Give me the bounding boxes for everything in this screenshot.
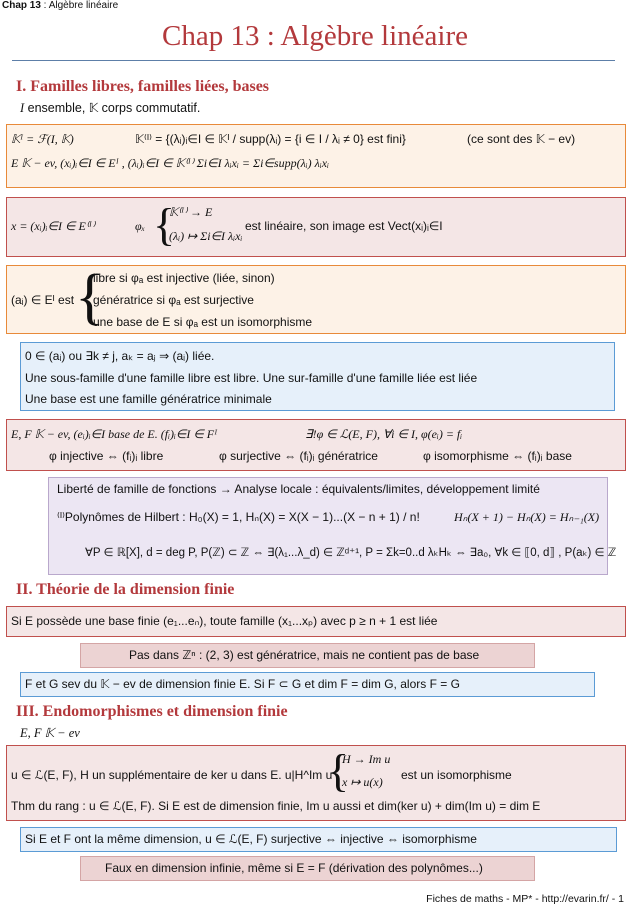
box-phi-map — [6, 197, 626, 257]
def-K-power-I: 𝕂ᴵ = ℱ(I, 𝕂) — [11, 132, 74, 146]
def-K-finite-support: 𝕂⁽ᴵ⁾ = {(λᵢ)ᵢ∈I ∈ 𝕂ᴵ / supp(λᵢ) = {i ∈ I / λᵢ ≠ 0} est fini} — [135, 132, 406, 146]
thm-rang: Thm du rang : u ∈ ℒ(E, F). Si E est de dimension finie, Im u aussi et dim(ker u) + dim(Im u) = dim E — [11, 799, 541, 813]
phi-brace: { — [153, 199, 176, 250]
restriction-iso-text: est un isomorphisme — [401, 768, 512, 782]
section-1-intro — [20, 100, 200, 116]
footer: Fiches de maths - MP* - http://evarin.fr/ - 1 — [426, 893, 624, 905]
remark-liee: 0 ∈ (aᵢ) ou ∃k ≠ j, aₖ = aⱼ ⇒ (aᵢ) liée. — [25, 349, 215, 363]
header-topic: Algèbre linéaire — [48, 0, 119, 11]
case-generatrice: génératrice si φₐ est surjective — [93, 293, 254, 307]
same-dim-equivalence: Si E et F ont la même dimension, u ∈ ℒ(E, F) surjective ⇔ injective ⇔ isomorphisme — [25, 832, 477, 846]
intro-text: ensemble, 𝕂 corps commutatif. — [24, 101, 201, 115]
box-universal-property — [6, 419, 626, 471]
box-definitions — [6, 124, 626, 188]
box-pas-dans-Zn — [80, 643, 535, 668]
box-famille-liee — [6, 606, 626, 637]
restriction-map-rule: x ↦ u(x) — [342, 775, 383, 789]
univ-hypothesis: E, F 𝕂 − ev, (eᵢ)ᵢ∈I base de E. (fᵢ)ᵢ∈I ∈ Fᴵ — [11, 427, 218, 441]
header-chap: Chap 13 — [2, 0, 41, 11]
def-linear-combination: E 𝕂 − ev, (xᵢ)ᵢ∈I ∈ Eᴵ , (λᵢ)ᵢ∈I ∈ 𝕂⁽ᴵ⁾ Σi∈I λᵢxᵢ = Σi∈supp(λᵢ) λᵢxᵢ — [11, 156, 329, 170]
hilbert-def: ⁽ᴵ⁾Polynômes de Hilbert : H₀(X) = 1, Hₙ(X) = X(X − 1)...(X − n + 1) / n! — [57, 510, 420, 524]
infinite-dim-counterexample: Faux en dimension infinie, même si E = F (dérivation des polynômes...) — [105, 861, 483, 875]
sev-equal-dim: F et G sev du 𝕂 − ev de dimension finie E. Si F ⊂ G et dim F = dim G, alors F = G — [25, 677, 460, 691]
univ-injective: φ injective ⇔ (fᵢ)ᵢ libre — [49, 449, 164, 463]
section-3-heading: III. Endomorphismes et dimension finie — [16, 703, 288, 720]
case-base: une base de E si φₐ est un isomorphisme — [93, 315, 313, 329]
hilbert-liberte: Liberté de famille de fonctions → Analyse locale : équivalents/limites, développement limité — [57, 482, 540, 496]
box-dim-infinie — [80, 856, 535, 881]
family-brace: { — [75, 263, 105, 331]
restriction-iso: u ∈ ℒ(E, F), H un supplémentaire de ker u dans E. u|H^Im u — [11, 768, 333, 782]
phi-linear-text: est linéaire, son image est Vect(xᵢ)ᵢ∈I — [245, 219, 443, 233]
dim-famille-liee: Si E possède une base finie (e₁...eₙ), toute famille (x₁...xₚ) avec p ≥ n + 1 est liée — [11, 614, 438, 628]
phi-map-domain: 𝕂⁽ᴵ⁾ → E — [169, 205, 213, 219]
def-note: (ce sont des 𝕂 − ev) — [467, 132, 576, 146]
phi-family: x = (xᵢ)ᵢ∈I ∈ E⁽ᴵ⁾ — [11, 219, 95, 233]
phi-map-rule: (λᵢ) ↦ Σi∈I λᵢxᵢ — [169, 229, 243, 243]
section-2-heading: II. Théorie de la dimension finie — [16, 581, 235, 598]
box-meme-dimension — [20, 827, 617, 852]
hilbert-relation: Hₙ(X + 1) − Hₙ(X) = Hₙ₋₁(X) — [454, 510, 600, 524]
section-3-intro: E, F 𝕂 − ev — [20, 726, 80, 740]
case-libre: libre si φₐ est injective (liée, sinon) — [93, 271, 275, 285]
family-lhs: (aᵢ) ∈ Eᴵ est — [11, 293, 75, 307]
page-title: Chap 13 : Algèbre linéaire — [161, 20, 468, 52]
remark-sous-famille: Une sous-famille d'une famille libre est libre. Une sur-famille d'une famille liée est liée — [25, 371, 478, 385]
box-hilbert — [48, 477, 617, 575]
remark-base-minimale: Une base est une famille génératrice minimale — [25, 392, 272, 406]
section-1-heading: I. Familles libres, familles liées, bases — [16, 78, 270, 95]
counterexample-Zn: Pas dans ℤⁿ : (2, 3) est génératrice, mais ne contient pas de base — [129, 648, 480, 662]
restriction-brace: { — [327, 745, 350, 796]
univ-existence: ∃!φ ∈ ℒ(E, F), ∀i ∈ I, φ(eᵢ) = fᵢ — [305, 427, 463, 441]
title-rule — [12, 60, 615, 61]
header-sep: : — [40, 0, 49, 11]
box-remarks — [20, 342, 615, 411]
restriction-map-domain: H → Im u — [342, 752, 391, 766]
hilbert-integer-polys: ∀P ∈ ℝ[X], d = deg P, P(ℤ) ⊂ ℤ ⇔ ∃(λ₁...λ_d) ∈ ℤᵈ⁺¹, P = Σk=0..d λₖHₖ ⇔ ∃a₀, ∀k ∈ ⟦0, d⟧ , P(aₖ) ∈ ℤ — [85, 547, 617, 559]
box-thm-rang — [6, 745, 626, 821]
box-libre-generatrice-base — [6, 265, 626, 334]
running-header — [2, 0, 118, 11]
univ-surjective: φ surjective ⇔ (fᵢ)ᵢ génératrice — [219, 449, 378, 463]
phi-symbol: φₓ — [135, 219, 146, 233]
box-sev-dim — [20, 672, 595, 697]
univ-isomorphisme: φ isomorphisme ⇔ (fᵢ)ᵢ base — [423, 449, 572, 463]
intro-var: I — [20, 101, 25, 115]
